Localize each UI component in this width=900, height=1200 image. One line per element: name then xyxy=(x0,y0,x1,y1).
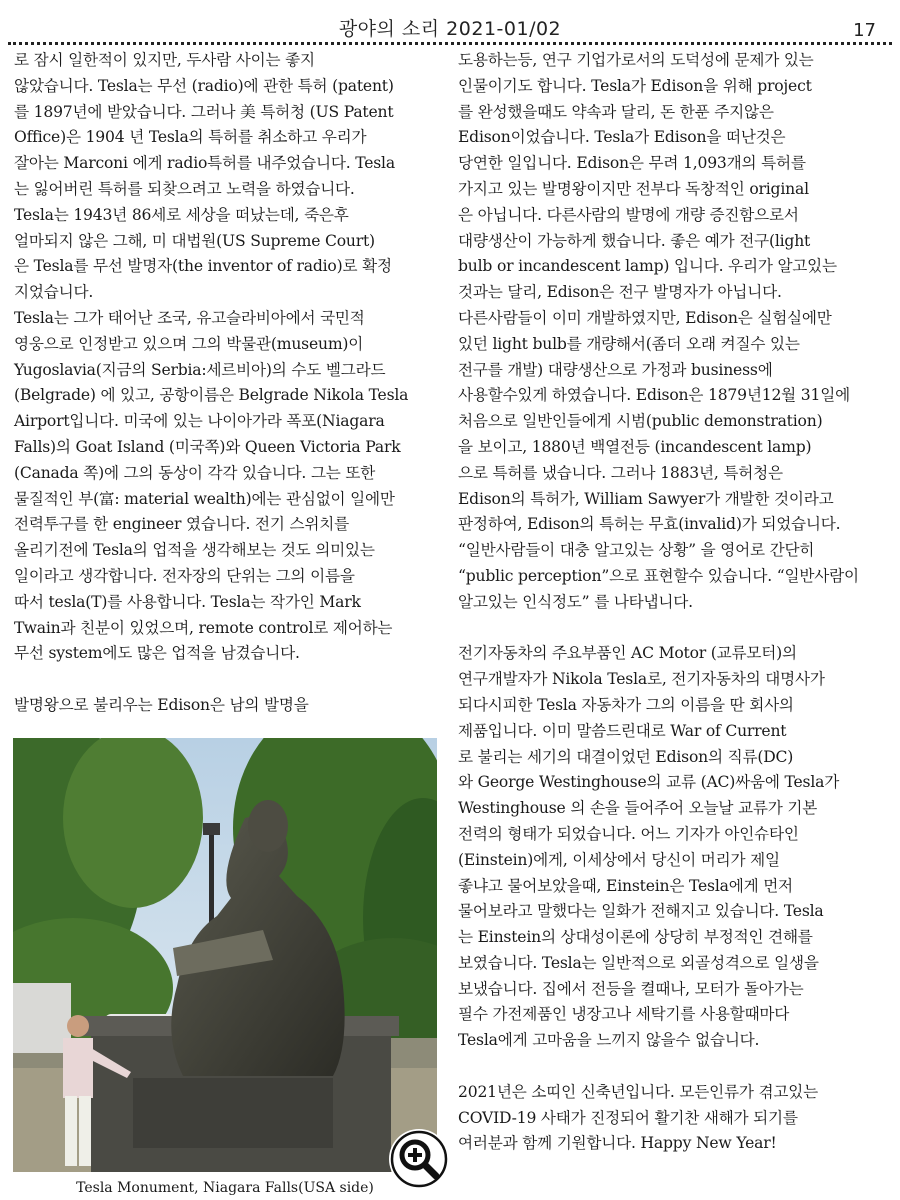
text-line: 는 잃어버린 특허를 되찾으려고 노력을 하였습니다. xyxy=(14,179,355,198)
text-line: 을 보이고, 1880년 백열전등 (incandescent lamp) xyxy=(458,437,812,456)
text-line: (Canada 쪽)에 그의 동상이 각각 있습니다. 그는 또한 xyxy=(14,463,376,482)
text-line: Tesla는 그가 태어난 조국, 유고슬라비아에서 국민적 xyxy=(14,308,365,327)
text-line: 와 George Westinghouse의 교류 (AC)싸움에 Tesla가 xyxy=(458,773,840,792)
text-line: 전기자동차의 주요부품인 AC Motor (교류모터)의 xyxy=(458,644,797,663)
text-line: 전력투구를 한 engineer 였습니다. 전기 스위치를 xyxy=(14,515,349,534)
zoom-in-icon xyxy=(388,1128,450,1190)
page-number: 17 xyxy=(853,20,876,41)
text-line: Twain과 친분이 있었으며, remote control로 제어하는 xyxy=(14,618,393,637)
text-line: 는 Einstein의 상대성이론에 상당히 부정적인 견해를 xyxy=(458,928,813,947)
text-line: Tesla에게 고마움을 느끼지 않을수 없습니다. xyxy=(458,1031,760,1050)
text-line: “public perception”으로 표현할수 있습니다. “일반사람이 xyxy=(458,566,859,585)
text-line: 전력의 형태가 되었습니다. 어느 기자가 아인슈타인 xyxy=(458,824,799,843)
dotted-divider xyxy=(8,42,892,45)
text-line: Westinghouse 의 손을 들어주어 오늘날 교류가 기본 xyxy=(458,799,818,818)
text-line: 따서 tesla(T)를 사용합니다. Tesla는 작가인 Mark xyxy=(14,592,361,611)
newsletter-title: 광야의 소리 2021-01/02 xyxy=(338,18,562,40)
text-line: 사용할수있게 하였습니다. Edison은 1879년12월 31일에 xyxy=(458,386,850,405)
text-line: Office)은 1904 년 Tesla의 특허를 취소하고 우리가 xyxy=(14,128,367,147)
text-line: 도용하는등, 연구 기업가로서의 도덕성에 문제가 있는 xyxy=(458,51,814,69)
text-line: 인물이기도 합니다. Tesla가 Edison을 위해 project xyxy=(458,76,812,95)
text-line: 가지고 있는 발명왕이지만 전부다 독창적인 original xyxy=(458,179,809,198)
photo-caption: Tesla Monument, Niagara Falls(USA side) xyxy=(76,1180,374,1196)
text-line: Yugoslavia(지금의 Serbia:세르비아)의 수도 벨그라드 xyxy=(14,360,386,379)
left-text-column xyxy=(14,48,439,719)
text-line xyxy=(14,667,439,693)
text-line: Tesla는 1943년 86세로 세상을 떠났는데, 죽은후 xyxy=(14,205,349,224)
text-line: 여러분과 함께 기원합니다. Happy New Year! xyxy=(458,1134,777,1153)
text-line: 되다시피한 Tesla 자동차가 그의 이름을 딴 회사의 xyxy=(458,695,794,714)
text-line: 제품입니다. 이미 말씀드린대로 War of Current xyxy=(458,721,787,740)
text-line: 처음으로 일반인들에게 시범(public demonstration) xyxy=(458,412,823,431)
text-line: 무선 system에도 많은 업적을 남겼습니다. xyxy=(14,644,300,663)
text-line: bulb or incandescent lamp) 입니다. 우리가 알고있는 xyxy=(458,257,837,276)
text-line: 잘아는 Marconi 에게 radio특허를 내주었습니다. Tesla xyxy=(14,154,395,173)
text-line: 좋냐고 물어보았을때, Einstein은 Tesla에게 먼저 xyxy=(458,876,793,895)
text-line: Edison의 특허가, William Sawyer가 개발한 것이라고 xyxy=(458,489,834,508)
text-line: 은 아닙니다. 다른사람의 발명에 개량 증진함으로서 xyxy=(458,205,799,224)
text-line: “일반사람들이 대충 알고있는 상황” 을 영어로 간단히 xyxy=(458,541,815,560)
zoom-in-button[interactable] xyxy=(388,1128,450,1190)
text-line: 물질적인 부(富: material wealth)에는 관심없이 일에만 xyxy=(14,489,395,508)
text-line: 를 1897년에 받았습니다. 그러나 美 특허청 (US Patent xyxy=(14,102,394,121)
page-header xyxy=(0,6,900,46)
tesla-monument-photo xyxy=(13,738,437,1172)
text-line: 않았습니다. Tesla는 무선 (radio)에 관한 특허 (patent) xyxy=(14,76,394,95)
text-line: COVID-19 사태가 진정되어 활기찬 새해가 되기를 xyxy=(458,1108,798,1127)
text-line: 은 Tesla를 무선 발명자(the inventor of radio)로 확정 xyxy=(14,257,392,276)
text-line: 있던 light bulb를 개량해서(좀더 오래 켜질수 있는 xyxy=(458,334,800,353)
text-line: 를 완성했을때도 약속과 달리, 돈 한푼 주지않은 xyxy=(458,102,774,121)
text-line: 로 잠시 일한적이 있지만, 두사람 사이는 좋지 xyxy=(14,51,315,69)
text-line: Edison이었습니다. Tesla가 Edison을 떠난것은 xyxy=(458,128,786,147)
text-line: 당연한 일입니다. Edison은 무려 1,093개의 특허를 xyxy=(458,154,806,173)
text-line: 알고있는 인식정도” 를 나타냅니다. xyxy=(458,592,693,611)
text-line: 으로 특허를 냈습니다. 그러나 1883년, 특허청은 xyxy=(458,463,783,482)
text-line: 연구개발자가 Nikola Tesla로, 전기자동차의 대명사가 xyxy=(458,670,825,689)
text-line: 일이라고 생각합니다. 전자장의 단위는 그의 이름을 xyxy=(14,566,355,585)
photo-illustration xyxy=(13,738,437,1172)
text-line: 전구를 개발) 대량생산으로 가정과 business에 xyxy=(458,360,773,379)
text-line: 필수 가전제품인 냉장고나 세탁기를 사용할때마다 xyxy=(458,1005,790,1024)
text-line: 물어보라고 말했다는 일화가 전해지고 있습니다. Tesla xyxy=(458,902,824,921)
text-line: 보냈습니다. 집에서 전등을 켤때나, 모터가 돌아가는 xyxy=(458,979,804,998)
text-line: 지었습니다. xyxy=(14,283,94,302)
text-line: (Belgrade) 에 있고, 공항이름은 Belgrade Nikola Tesla xyxy=(14,386,409,405)
text-line: 발명왕으로 불리우는 Edison은 남의 발명을 xyxy=(14,695,309,714)
text-line: 보였습니다. Tesla는 일반적으로 외골성격으로 일생을 xyxy=(458,953,819,972)
text-line: 영웅으로 인정받고 있으며 그의 박물관(museum)이 xyxy=(14,334,364,353)
text-line: 얼마되지 않은 그해, 미 대법원(US Supreme Court) xyxy=(14,231,375,250)
text-line: (Einstein)에게, 이세상에서 당신이 머리가 제일 xyxy=(458,850,780,869)
text-line: 것과는 달리, Edison은 전구 발명자가 아닙니다. xyxy=(458,283,782,302)
text-line: Falls)의 Goat Island (미국쪽)와 Queen Victoria Park xyxy=(14,437,401,456)
text-line: 대량생산이 가능하게 했습니다. 좋은 예가 전구(light xyxy=(458,231,811,250)
text-line: 올리기전에 Tesla의 업적을 생각해보는 것도 의미있는 xyxy=(14,541,375,560)
text-line: Airport입니다. 미국에 있는 나이아가라 폭포(Niagara xyxy=(14,412,385,431)
text-line xyxy=(458,616,888,642)
text-line: 2021년은 소띠인 신축년입니다. 모든인류가 겪고있는 xyxy=(458,1082,818,1101)
right-text-column xyxy=(458,48,888,1157)
text-line xyxy=(458,1054,888,1080)
text-line: 판정하여, Edison의 특허는 무효(invalid)가 되었습니다. xyxy=(458,515,841,534)
text-line: 다른사람들이 이미 개발하였지만, Edison은 실험실에만 xyxy=(458,308,832,327)
text-line: 로 불리는 세기의 대결이었던 Edison의 직류(DC) xyxy=(458,747,794,766)
